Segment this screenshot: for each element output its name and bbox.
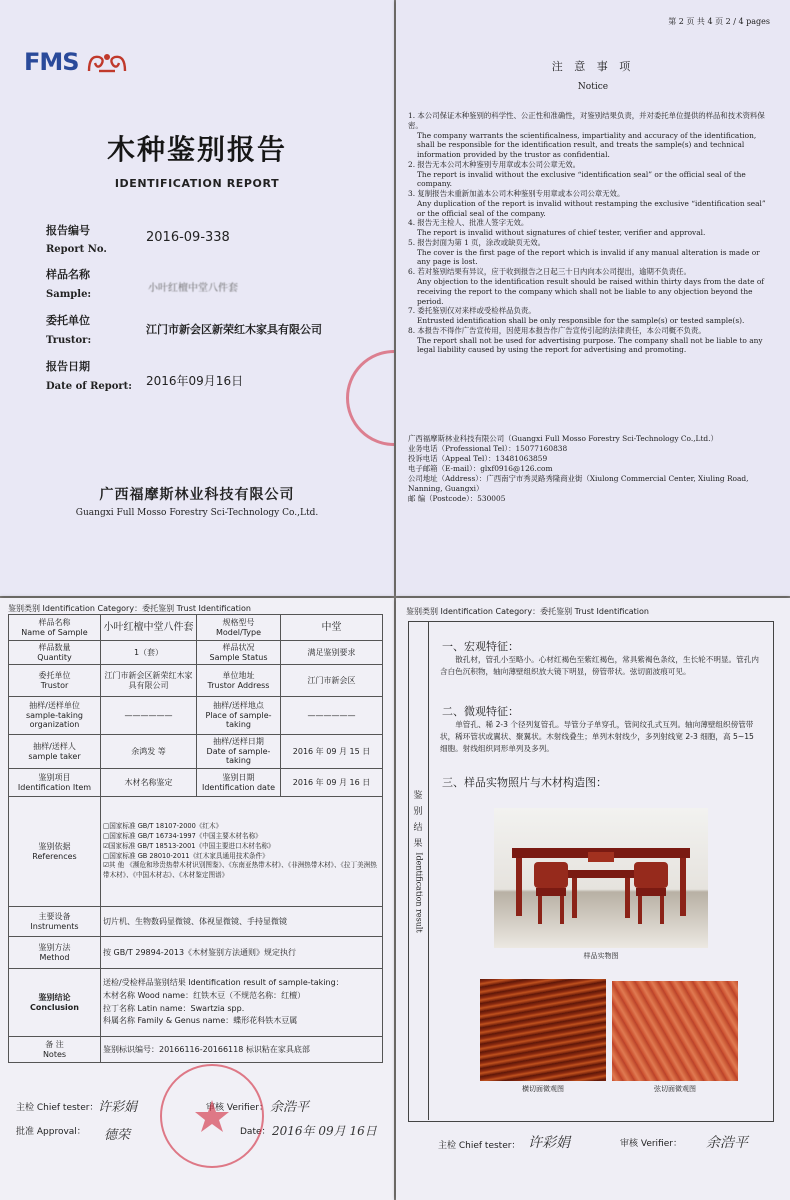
notice-item-en: The company warrants the scientificalness, impartiality and accuracy of the identification, shall be responsible for the identification result, and treats the sample(s) and technical information provided by the trustor as confidential.	[417, 130, 757, 160]
table-label: 鉴别结论 Conclusion	[9, 969, 101, 1037]
sample-label-en: Sample:	[46, 289, 92, 300]
table-row	[9, 907, 383, 937]
chief-tester-signature: 许彩娟	[98, 1100, 138, 1115]
notice-item-en: The cover is the first page of the report which is invalid if any manual alteration is made or any page is lost.	[417, 247, 760, 267]
company-name-en: Guangxi Full Mosso Forestry Sci-Technology Co.,Ltd.	[75, 508, 319, 518]
seal-star-icon	[162, 1066, 262, 1166]
cover-page	[0, 0, 394, 596]
table-label: 鉴别方法 Method	[9, 937, 101, 969]
table-row	[9, 969, 383, 1037]
table-row	[9, 615, 383, 641]
table-value: ——————	[281, 697, 383, 735]
table-value: ——————	[101, 697, 197, 735]
notice-title-cn: 注 意 事 项	[551, 60, 635, 73]
sample-label-cn: 样品名称	[46, 268, 90, 281]
conclusion-line: 木材名称 Wood name：红铁木豆（不规范名称：红檀）	[103, 990, 306, 1000]
table-row	[9, 1037, 383, 1063]
macro-title: 一、宏观特征：	[442, 640, 519, 653]
notice-item-en: The report is invalid without signatures of chief tester, verifier and approval.	[417, 228, 706, 238]
table-label: 抽样/送样单位 sample-taking organization	[9, 697, 101, 735]
cross-section-caption: 横切面微观图	[522, 1085, 564, 1093]
notice-title-en: Notice	[577, 82, 609, 92]
result-side-label-en: Identification result	[414, 852, 424, 933]
table-label: 抽样/送样人 sample taker	[9, 735, 101, 769]
approval-label: 批准 Approval：	[16, 1127, 86, 1137]
trustor-label-cn: 委托单位	[46, 314, 90, 327]
logo-text: FMS	[24, 48, 79, 76]
report-no-value: 2016-09-338	[146, 230, 230, 245]
notice-item-en: The report is invalid without the exclusive “identification seal” or the official seal of the company.	[417, 169, 746, 189]
notice-page	[396, 0, 790, 596]
table-value: 满足鉴别要求	[281, 641, 383, 665]
verifier-label: 审核 Verifier：	[206, 1103, 268, 1113]
table-label: 抽样/送样日期 Date of sample-taking	[197, 735, 281, 769]
date-label: Date：	[240, 1127, 271, 1137]
approval-signature: 德荣	[104, 1128, 131, 1143]
identification-category: 鉴别类别 Identification Category：委托鉴别 Trust Identification	[8, 604, 251, 613]
table-label: 主要设备 Instruments	[9, 907, 101, 937]
notice-item-cn: 3. 复制报告未重新加盖本公司木种鉴别专用章或本公司公章无效。	[408, 189, 625, 199]
contact-info	[408, 434, 770, 504]
conclusion-line: 科属名称 Family & Genus name：蝶形花科铁木豆属	[103, 1016, 298, 1026]
table-value: 小叶红檀中堂八件套	[101, 615, 197, 641]
contact-line: 公司地址（Address）：广西南宁市秀灵路秀隆商业街（Xiulong Commercial Center, Xiuling Road, Nanning, Guangxi）	[408, 473, 749, 493]
table-row	[9, 769, 383, 797]
chief-tester-label: 主检 Chief tester：	[438, 1141, 521, 1151]
table-value: 余鸿发 等	[101, 735, 197, 769]
company-seal	[160, 1064, 264, 1168]
report-no-label-en: Report No.	[46, 244, 107, 255]
report-no-label-cn: 报告编号	[46, 224, 90, 237]
table-value: 江门市新会区	[281, 665, 383, 697]
result-side-label-cn: 鉴别结果	[413, 791, 423, 849]
reference-item: □国家标准 GB 28010-2011《红木家具通用技术条件》	[103, 851, 269, 860]
date-value: 2016年09月16日	[146, 374, 244, 388]
contact-line: 投诉电话（Appeal Tel）：13481063859	[408, 453, 548, 463]
company-name-cn: 广西福摩斯林业科技有限公司	[99, 487, 295, 503]
table-row	[9, 937, 383, 969]
table-label: 规格型号 Model/Type	[197, 615, 281, 641]
table-label: 样品名称 Name of Sample	[9, 615, 101, 641]
table-label: 委托单位 Trustor	[9, 665, 101, 697]
conclusion-block	[101, 969, 383, 1037]
table-value: 2016 年 09 月 16 日	[281, 769, 383, 797]
verifier-label: 审核 Verifier：	[620, 1139, 682, 1149]
sample-photo	[494, 808, 708, 948]
notice-item-en: The report shall not be used for advertising purpose. The company shall not be liable to any legal liability caused by using the report for advertising and promoting.	[417, 335, 763, 355]
date-signature: 2016年 09月 16日	[272, 1124, 377, 1138]
micro-title: 二、微观特征：	[442, 705, 519, 718]
conclusion-line: 拉丁名称 Latin name：Swartzia spp.	[103, 1003, 245, 1013]
table-label: 鉴别项目 Identification Item	[9, 769, 101, 797]
notice-item-cn: 6. 若对鉴别结果有异议，应于收到报告之日起三十日内向本公司提出，逾期不负责任。	[408, 267, 691, 277]
table-label: 样品数量 Quantity	[9, 641, 101, 665]
table-label: 样品状况 Sample Status	[197, 641, 281, 665]
table-value: 中堂	[281, 615, 383, 641]
notice-item-cn: 7. 委托鉴别仅对来样或受检样品负责。	[408, 306, 536, 316]
chief-tester-label: 主检 Chief tester：	[16, 1103, 99, 1113]
table-value: 切片机、生物数码显微镜、体视显微镜、手持显微镜	[101, 907, 383, 937]
notice-item-en: Any duplication of the report is invalid without restamping the exclusive “identification seal” or the official seal of the company.	[417, 198, 766, 218]
notice-item-cn: 4. 报告无主检人、批准人签字无效。	[408, 218, 529, 228]
table-label: 鉴别依据 References	[9, 797, 101, 907]
table-label: 备 注 Notes	[9, 1037, 101, 1063]
trustor-label-en: Trustor:	[46, 335, 92, 346]
micro-text: 单管孔、稀 2-3 个径列复管孔。导管分子单穿孔，管间纹孔式互列。轴向薄壁组织傍管带状，稀环管状或翼状、聚翼状。木射线叠生；单列木射线少，多列射线宽 2-3 细胞，高 5~15 细胞。射线组织同形单列及多列。	[440, 720, 754, 753]
chief-tester-signature: 许彩娟	[528, 1135, 570, 1151]
cross-section-image	[480, 979, 606, 1081]
notice-item-cn: 5. 报告封面为第 1 页，涂改或缺页无效。	[408, 237, 546, 247]
conclusion-line: 送检/受检样品鉴别结果 Identification result of sample-taking：	[103, 977, 344, 987]
notice-item-en: Entrusted identification shall be only responsible for the sample(s) or tested sample(s).	[417, 316, 745, 326]
identification-table	[8, 614, 383, 1063]
identification-category: 鉴别类别 Identification Category：委托鉴别 Trust Identification	[406, 607, 649, 616]
contact-line: 业务电话（Professional Tel）：15077160838	[408, 443, 568, 453]
table-value: 2016 年 09 月 15 日	[281, 735, 383, 769]
notice-item-cn: 8. 本报告不得作广告宣传用，因使用本报告作广告宣传引起的法律责任，本公司概不负责。	[408, 325, 706, 335]
notice-item-cn: 1. 本公司保证木种鉴别的科学性、公正性和准确性，对鉴别结果负责，并对委托单位提供的样品和技术资料保密。	[408, 111, 765, 130]
logo-ornament-icon	[85, 49, 129, 75]
report-subtitle: IDENTIFICATION REPORT	[114, 177, 280, 190]
notice-list	[408, 111, 770, 355]
table-label: 抽样/送样地点 Place of sample-taking	[197, 697, 281, 735]
date-label-en: Date of Report:	[46, 381, 132, 392]
table-row	[9, 641, 383, 665]
verifier-signature: 余浩平	[706, 1135, 748, 1151]
macro-text: 散孔材，管孔小至略小。心材红褐色至紫红褐色，常具紫褐色条纹，生长轮不明显。管孔内含白色沉积物，轴向薄壁组织放大镜下明显，傍管带状。弦切面波痕可见。	[440, 655, 759, 676]
notice-item-en: Any objection to the identification result should be raised within thirty days from the date of receiving the report to the company which shall not be liable to any objection beyond the period.	[417, 277, 765, 306]
reference-item: □国家标准 GB/T 18107-2000《红木》	[103, 821, 223, 830]
reference-item: ☑其 他 《濒危和珍贵热带木材识别图鉴》、《东南亚热带木材》、《非洲热带木材》、《拉丁美洲热带木材》、《中国木材志》、《木材鉴定图谱》	[103, 861, 377, 880]
tangential-section-caption: 弦切面微观图	[654, 1085, 696, 1093]
date-label-cn: 报告日期	[46, 360, 90, 373]
furniture-set-image	[494, 808, 708, 948]
notice-item-cn: 2. 报告无本公司木种鉴别专用章或本公司公章无效。	[408, 159, 580, 169]
red-seal-partial	[346, 350, 394, 446]
table-value: 木材名称鉴定	[101, 769, 197, 797]
table-row	[9, 697, 383, 735]
contact-line: 电子邮箱（E-mail）：glxf0916@126.com	[408, 463, 553, 473]
report-title: 木种鉴别报告	[106, 133, 287, 166]
table-row	[9, 665, 383, 697]
contact-line: 邮 编（Postcode）：530005	[408, 493, 506, 503]
references-list	[101, 797, 383, 907]
table-label: 单位地址 Trustor Address	[197, 665, 281, 697]
verifier-signature: 余浩平	[270, 1100, 310, 1115]
reference-item: □国家标准 GB/T 16734-1997《中国主要木材名称》	[103, 831, 262, 840]
photo-caption: 样品实物图	[583, 952, 619, 960]
table-value: 按 GB/T 29894-2013《木材鉴别方法通则》规定执行	[101, 937, 383, 969]
tangential-section-image	[612, 981, 738, 1081]
table-value: 鉴别标识编号：20166116-20166118 标识粘在家具底部	[101, 1037, 383, 1063]
reference-item: ☑国家标准 GB/T 18513-2001《中国主要进口木材名称》	[103, 841, 275, 850]
table-label: 鉴别日期 Identification date	[197, 769, 281, 797]
table-value: 1（套）	[101, 641, 197, 665]
trustor-value: 江门市新会区新荣红木家具有限公司	[146, 323, 322, 336]
table-value: 江门市新会区新荣红木家具有限公司	[101, 665, 197, 697]
table-row	[9, 797, 383, 907]
table-row	[9, 735, 383, 769]
sample-value: 小叶红檀中堂八件套	[148, 283, 238, 294]
page-number: 第 2 页 共 4 页 2 / 4 pages	[668, 17, 770, 26]
contact-line: 广西福摩斯林业科技有限公司（Guangxi Full Mosso Forestry Sci-Technology Co.,Ltd.）	[408, 434, 718, 443]
photo-title: 三、样品实物照片与木材构造图：	[442, 776, 607, 789]
company-logo	[24, 48, 129, 76]
